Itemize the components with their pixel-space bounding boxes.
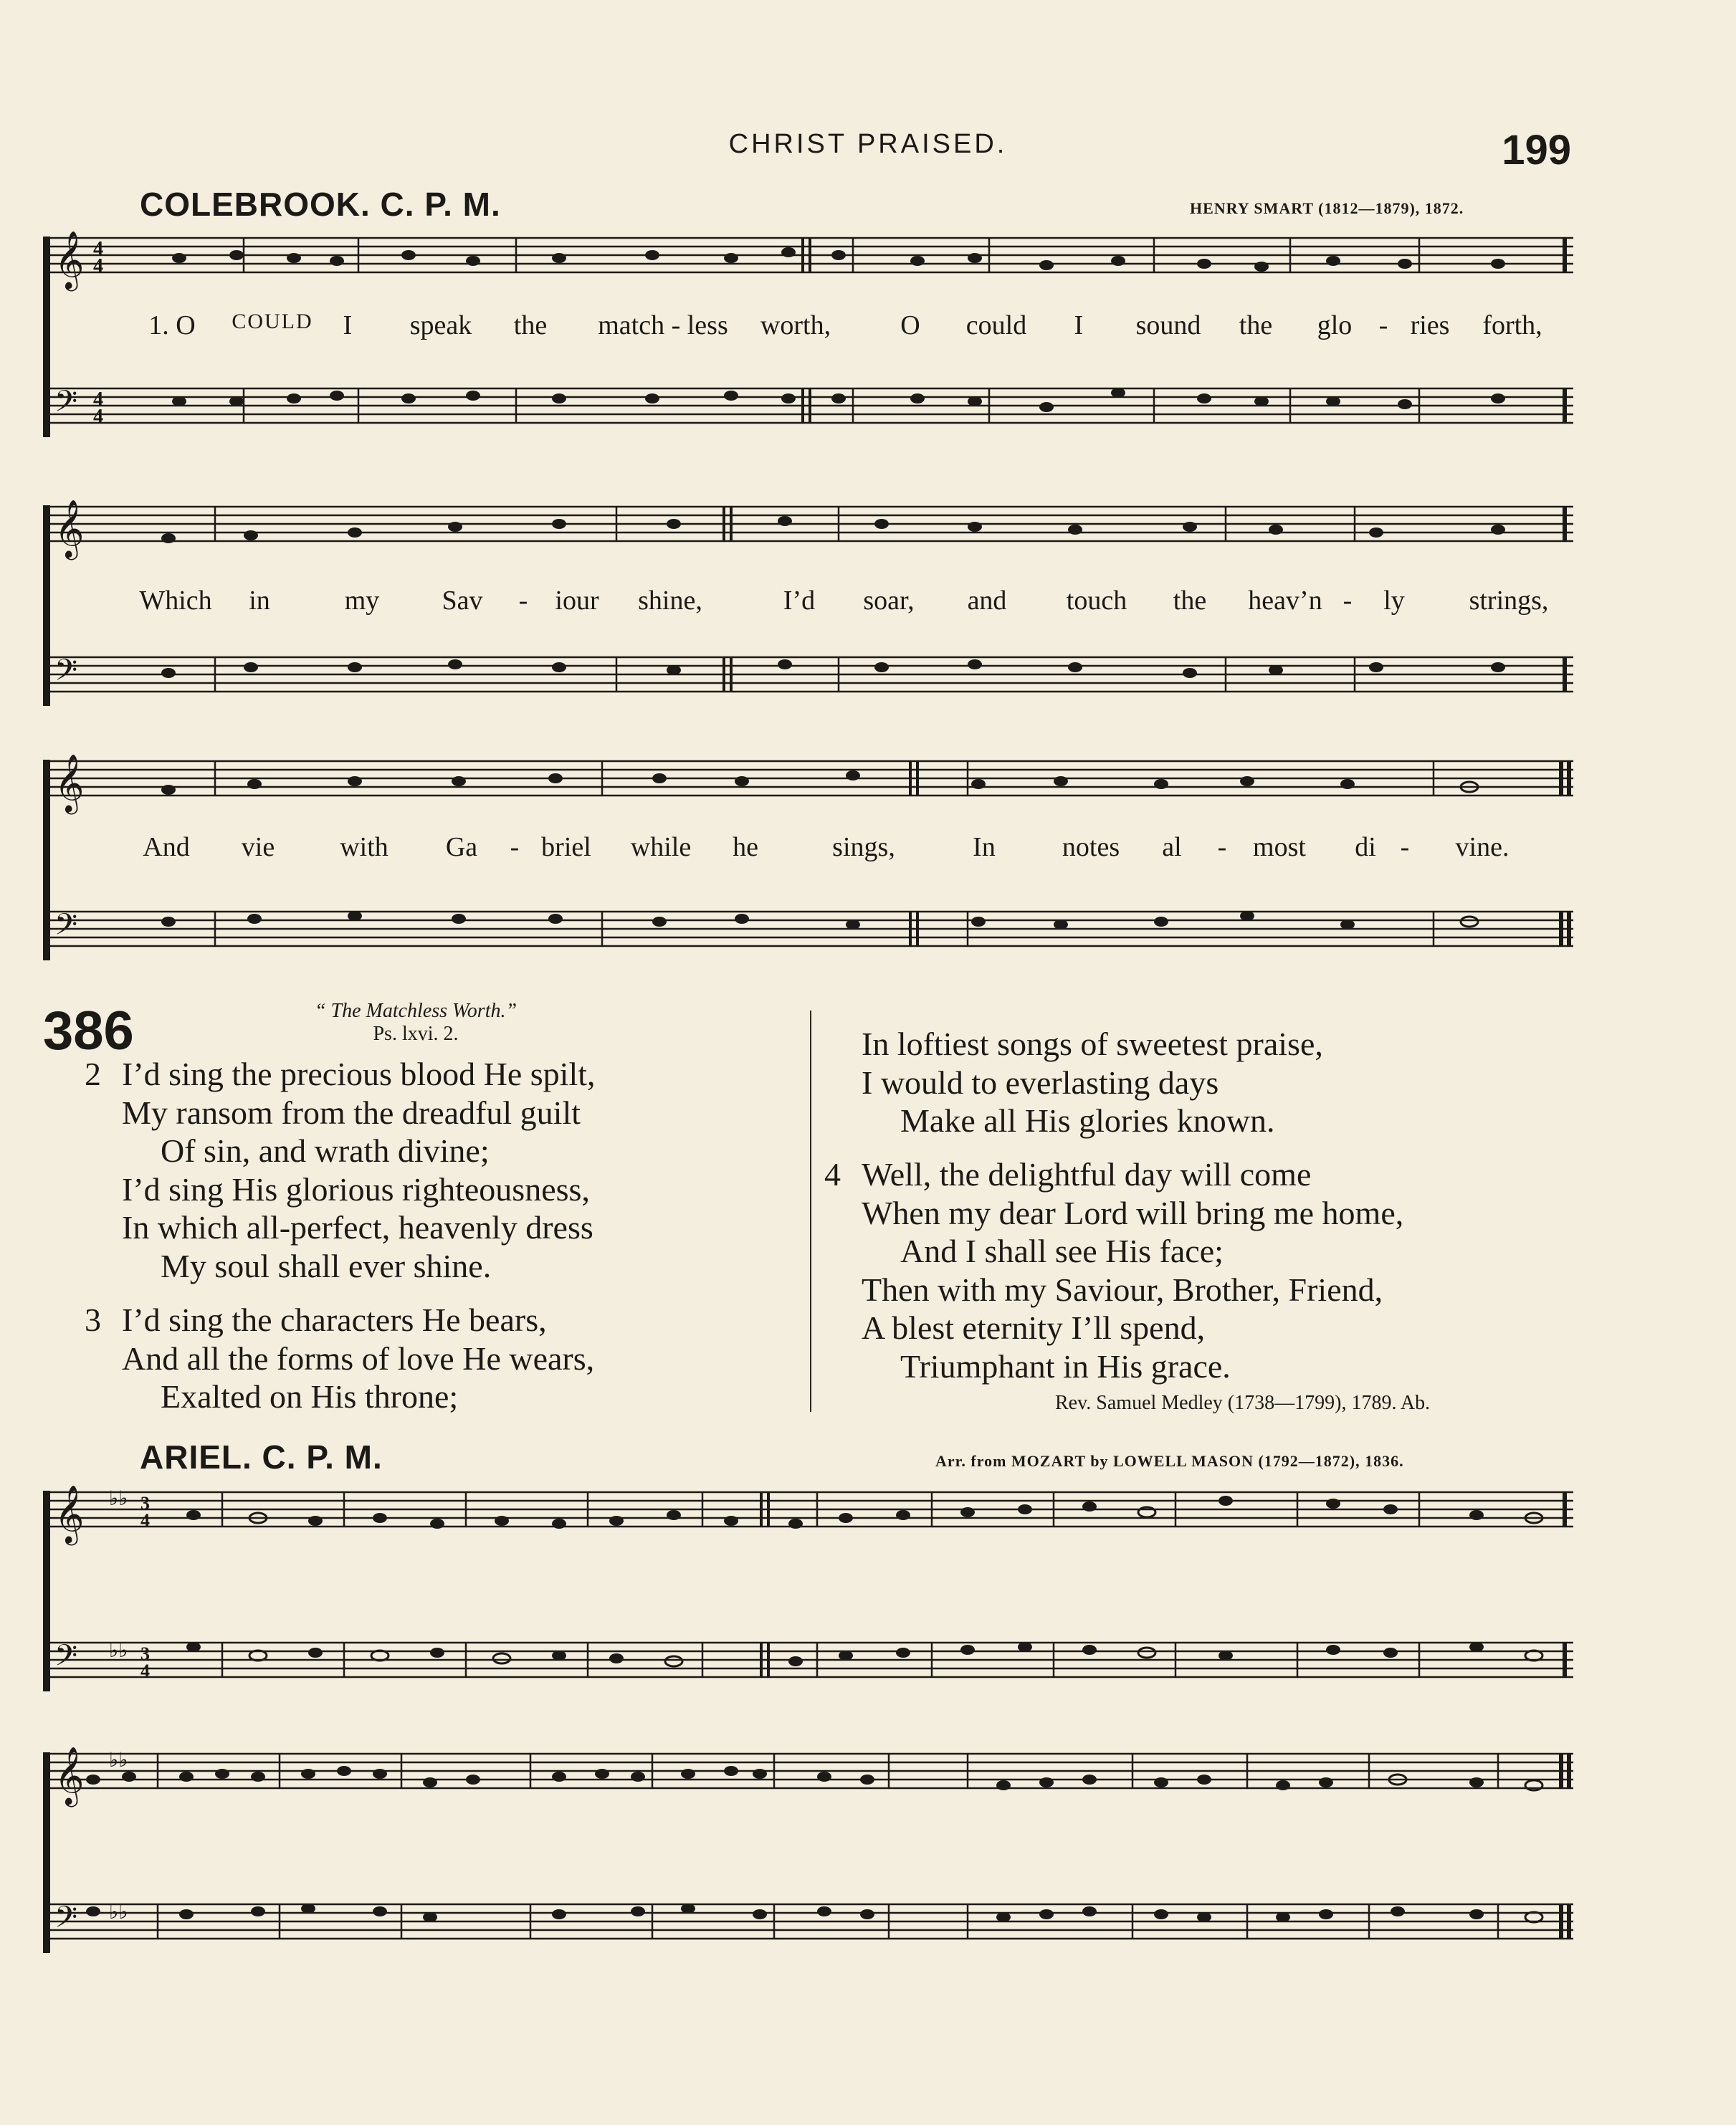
hymn-author: Rev. Samuel Medley (1738—1799), 1789. Ab.	[1055, 1392, 1431, 1414]
svg-text:♭♭: ♭♭	[109, 1488, 128, 1510]
svg-text:𝄞: 𝄞	[54, 1749, 85, 1804]
running-title: CHRIST PRAISED.	[728, 129, 1008, 159]
tune-title-colebrook: COLEBROOK. C. P. M.	[140, 186, 501, 223]
svg-text:𝄢: 𝄢	[54, 1639, 78, 1679]
svg-text:4: 4	[140, 1510, 150, 1531]
verse-number: 2	[85, 1056, 101, 1092]
svg-text:♭♭: ♭♭	[109, 1901, 128, 1924]
svg-text:♭♭: ♭♭	[109, 1640, 128, 1662]
verse-number: 3	[85, 1302, 101, 1338]
verse-number: 4	[824, 1156, 841, 1193]
svg-text:3: 3	[140, 1643, 150, 1664]
composer-credit-ariel: Arr. from MOZART by LOWELL MASON (1792—1872), 1836.	[935, 1452, 1404, 1470]
verse-3-part-1: 3 I’d sing the characters He bears, And all the forms of love He wears, Exalted on His throne;	[85, 1302, 595, 1415]
svg-text:4: 4	[140, 1661, 150, 1681]
svg-text:𝄢: 𝄢	[54, 908, 78, 948]
verse-2: 2 I’d sing the precious blood He spilt, My ransom from the dreadful guilt Of sin, and wrath divine; I’d sing His glorious righteousness, In which all-perfect, heavenly dress My soul shall ever shine.	[85, 1056, 596, 1284]
hymn-title-block	[237, 1000, 595, 1046]
verse-4: 4 Well, the delightful day will come When my dear Lord will bring me home, And I shall see His face; Then with my Saviour, Brother, Friend, A blest eternity I’ll spend, Triumphant in His grace.	[824, 1156, 1404, 1385]
svg-text:4: 4	[93, 388, 103, 411]
page-number: 199	[1502, 127, 1571, 173]
svg-text:𝄞: 𝄞	[54, 756, 85, 811]
hymn-number: 386	[43, 1001, 134, 1061]
tune-title-ariel: ARIEL. C. P. M.	[140, 1438, 383, 1476]
music-system-4	[43, 1484, 1584, 1691]
verse-3-part-2: In loftiest songs of sweetest praise, I would to everlasting days Make all His glories known.	[862, 1026, 1323, 1139]
svg-text:4: 4	[93, 255, 103, 277]
svg-text:𝄢: 𝄢	[54, 654, 78, 694]
svg-text:♭♭: ♭♭	[109, 1749, 128, 1772]
svg-text:4: 4	[93, 238, 103, 260]
svg-text:𝄞: 𝄞	[54, 502, 85, 557]
svg-text:𝄢: 𝄢	[54, 385, 78, 425]
svg-text:3: 3	[140, 1493, 150, 1514]
hymn-title: “ The Matchless Worth.”	[314, 1000, 518, 1022]
svg-text:𝄞: 𝄞	[54, 1487, 85, 1542]
svg-text:𝄢: 𝄢	[54, 1901, 78, 1941]
music-system-5	[43, 1745, 1584, 1953]
svg-text:4: 4	[93, 406, 103, 428]
scripture-reference: Ps. lxvi. 2.	[373, 1023, 459, 1045]
composer-credit-colebrook: HENRY SMART (1812—1879), 1872.	[1190, 199, 1464, 217]
column-divider	[810, 1011, 811, 1412]
svg-text:𝄞: 𝄞	[54, 233, 85, 288]
